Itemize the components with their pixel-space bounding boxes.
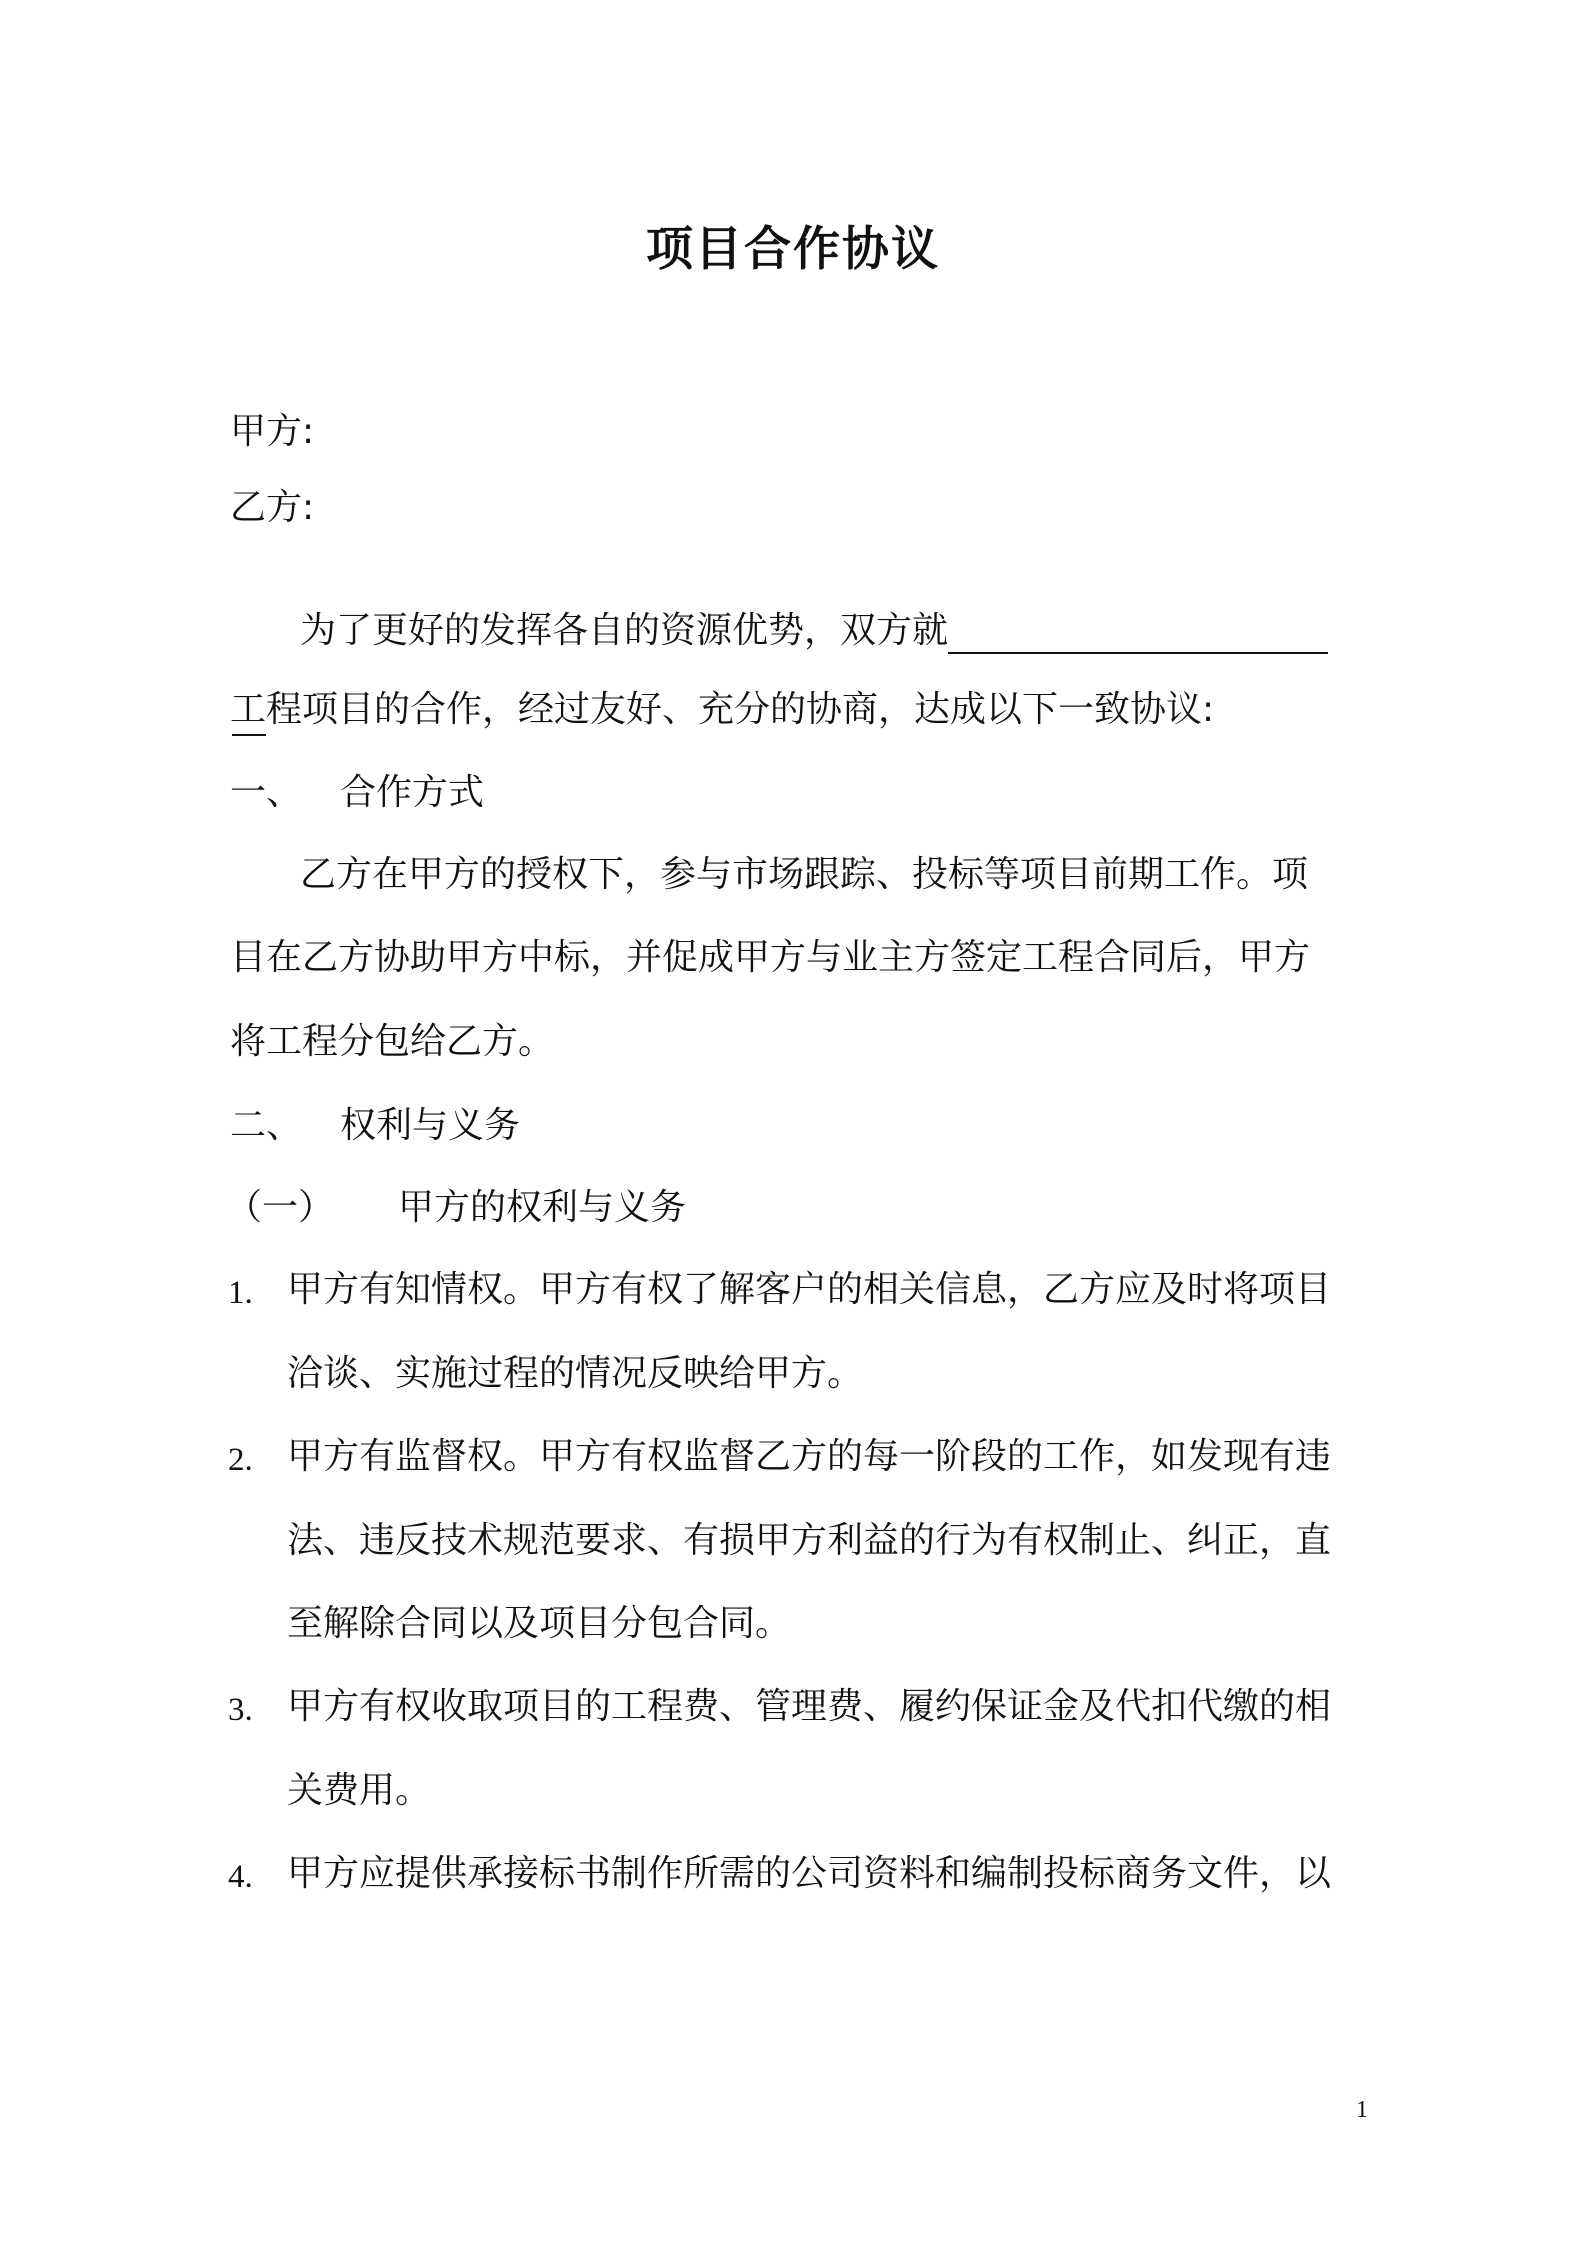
item-3-number: 3. — [228, 1692, 253, 1728]
item-2-number: 2. — [228, 1442, 253, 1478]
intro-line-1: 为了更好的发挥各自的资源优势，双方就 — [300, 610, 1328, 654]
section-2-number: 二、 — [230, 1105, 303, 1146]
item-3-line-2: 关费用。 — [287, 1770, 432, 1811]
party-b-label: 乙方: — [230, 487, 315, 528]
item-4-number: 4. — [228, 1859, 253, 1895]
item-3-line-1: 甲方有权收取项目的工程费、管理费、履约保证金及代扣代缴的相 — [287, 1686, 1332, 1727]
party-a-label: 甲方: — [230, 411, 315, 452]
subsection-1-heading: 甲方的权利与义务 — [398, 1187, 687, 1228]
document-title: 项目合作协议 — [646, 222, 940, 277]
section-1-body-line-2: 目在乙方协助甲方中标，并促成甲方与业主方签定工程合同后，甲方 — [230, 937, 1311, 978]
section-1-body-line-1: 乙方在甲方的授权下，参与市场跟踪、投标等项目前期工作。项 — [300, 854, 1309, 895]
item-1-number: 1. — [228, 1275, 253, 1311]
section-1-body-line-3: 将工程分包给乙方。 — [230, 1021, 555, 1062]
item-1-line-2: 洽谈、实施过程的情况反映给甲方。 — [287, 1353, 864, 1394]
item-4-line-1: 甲方应提供承接标书制作所需的公司资料和编制投标商务文件，以 — [287, 1853, 1332, 1894]
section-2-heading: 权利与义务 — [340, 1105, 521, 1146]
intro-underline-mark — [232, 734, 266, 736]
item-1-line-1: 甲方有知情权。甲方有权了解客户的相关信息，乙方应及时将项目 — [287, 1269, 1332, 1310]
project-name-blank — [948, 610, 1328, 654]
section-1-number: 一、 — [230, 772, 303, 813]
intro-line-2: 工程项目的合作，经过友好、充分的协商，达成以下一致协议: — [230, 689, 1215, 730]
section-1-heading: 合作方式 — [340, 772, 485, 813]
item-2-line-3: 至解除合同以及项目分包合同。 — [287, 1603, 792, 1644]
item-2-line-1: 甲方有监督权。甲方有权监督乙方的每一阶段的工作，如发现有违 — [287, 1436, 1332, 1477]
item-2-line-2: 法、违反技术规范要求、有损甲方利益的行为有权制止、纠正，直 — [287, 1520, 1332, 1561]
page-number: 1 — [1356, 2097, 1368, 2123]
subsection-1-number: （一） — [226, 1187, 335, 1228]
